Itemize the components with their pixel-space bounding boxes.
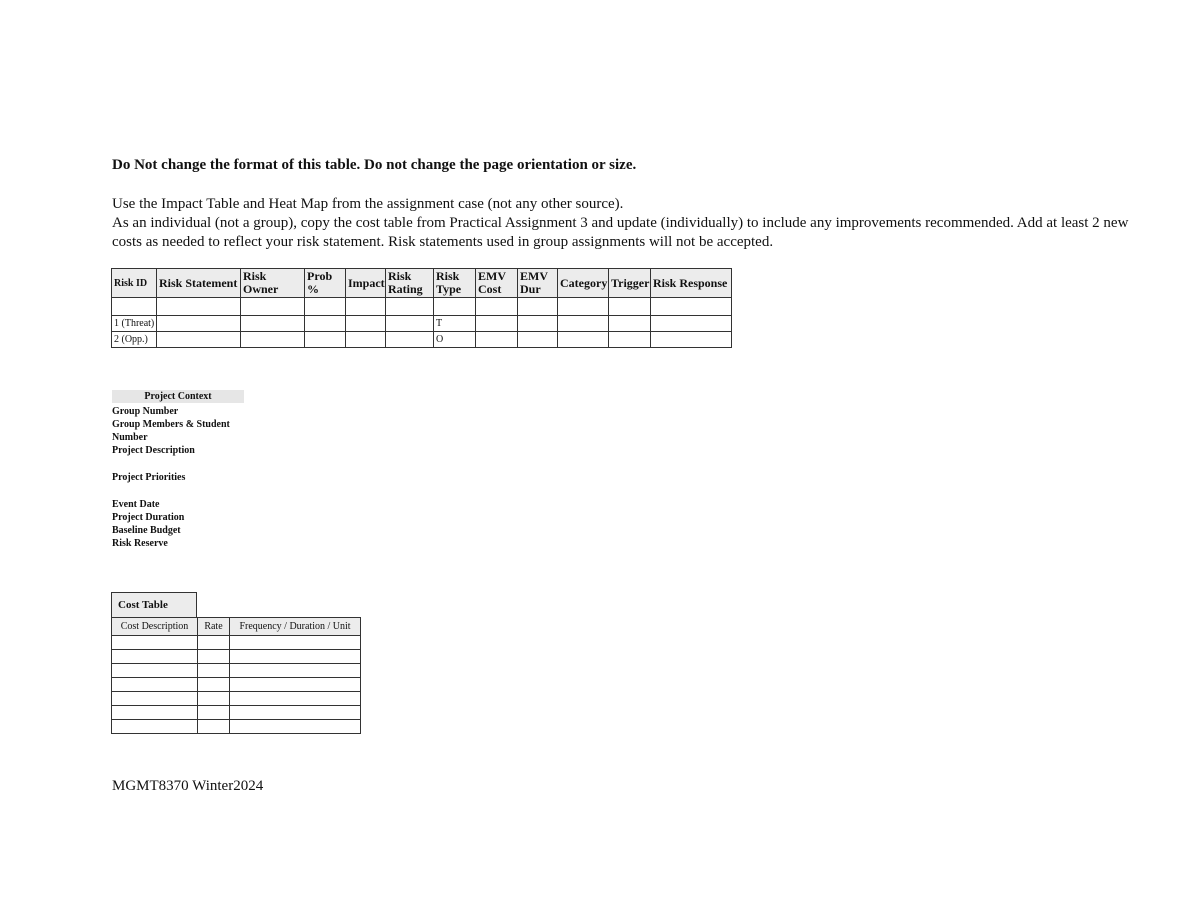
context-project-priorities: Project Priorities xyxy=(112,472,186,483)
cell[interactable] xyxy=(518,298,558,316)
header-emv-dur: EMV Dur xyxy=(518,269,558,298)
cell[interactable] xyxy=(305,298,346,316)
header-risk-owner: Risk Owner xyxy=(241,269,305,298)
cost-row xyxy=(112,678,361,692)
header-risk-id: Risk ID xyxy=(112,269,157,298)
cell[interactable] xyxy=(241,316,305,332)
cell[interactable] xyxy=(346,298,386,316)
format-notice: Do Not change the format of this table. Do not change the page orientation or size. xyxy=(112,157,637,173)
header-risk-rating: Risk Rating xyxy=(386,269,434,298)
cell[interactable] xyxy=(157,316,241,332)
cell[interactable] xyxy=(305,332,346,348)
risk-id-cell[interactable]: 2 (Opp.) xyxy=(112,332,157,348)
cell[interactable] xyxy=(651,298,732,316)
cell[interactable] xyxy=(346,332,386,348)
header-cost-description: Cost Description xyxy=(112,618,198,636)
risk-row-opportunity xyxy=(112,332,732,348)
risk-row-threat xyxy=(112,316,732,332)
risk-header-row xyxy=(112,269,732,298)
instruction-line-2: As an individual (not a group), copy the cost table from Practical Assignment 3 and update (individually) to include any improvements recommended. Add at least 2 new costs as needed to reflect your risk statement. Risk statements used in group assignments will not be accepted. xyxy=(112,215,1129,250)
instruction-line-1: Use the Impact Table and Heat Map from the assignment case (not any other source). xyxy=(112,196,624,212)
header-risk-response: Risk Response xyxy=(651,269,732,298)
cell[interactable] xyxy=(230,692,361,706)
cell[interactable] xyxy=(112,692,198,706)
cost-table xyxy=(111,617,361,734)
cell[interactable] xyxy=(476,298,518,316)
cell[interactable] xyxy=(112,298,157,316)
risk-id-cell[interactable]: 1 (Threat) xyxy=(112,316,157,332)
cell[interactable] xyxy=(434,298,476,316)
cell[interactable] xyxy=(230,650,361,664)
cell[interactable] xyxy=(241,298,305,316)
cell[interactable] xyxy=(386,298,434,316)
project-context xyxy=(112,390,244,550)
cost-row xyxy=(112,636,361,650)
cell[interactable] xyxy=(112,636,198,650)
cell[interactable] xyxy=(112,650,198,664)
header-frequency: Frequency / Duration / Unit xyxy=(230,618,361,636)
cost-header-row xyxy=(112,618,361,636)
cell[interactable] xyxy=(609,316,651,332)
header-trigger: Trigger xyxy=(609,269,651,298)
cell[interactable] xyxy=(346,316,386,332)
cell[interactable] xyxy=(112,706,198,720)
cell[interactable] xyxy=(230,678,361,692)
cell[interactable] xyxy=(609,332,651,348)
cell[interactable] xyxy=(112,678,198,692)
cell[interactable] xyxy=(198,692,230,706)
context-project-description: Project Description xyxy=(112,445,195,456)
context-event-date: Event Date xyxy=(112,499,160,510)
cell[interactable] xyxy=(198,706,230,720)
context-baseline-budget: Baseline Budget xyxy=(112,525,181,536)
cell[interactable] xyxy=(198,720,230,734)
cell[interactable] xyxy=(198,650,230,664)
cell[interactable] xyxy=(230,636,361,650)
header-risk-statement: Risk Statement xyxy=(157,269,241,298)
header-emv-cost: EMV Cost xyxy=(476,269,518,298)
cell[interactable] xyxy=(558,316,609,332)
cell[interactable] xyxy=(609,298,651,316)
cell[interactable] xyxy=(112,720,198,734)
cell[interactable] xyxy=(230,706,361,720)
header-category: Category xyxy=(558,269,609,298)
project-context-title: Project Context xyxy=(112,390,244,403)
instructions xyxy=(112,195,1142,252)
cost-row xyxy=(112,720,361,734)
cell[interactable] xyxy=(230,720,361,734)
cell[interactable] xyxy=(558,332,609,348)
cell[interactable] xyxy=(241,332,305,348)
cell[interactable] xyxy=(305,316,346,332)
context-risk-reserve: Risk Reserve xyxy=(112,538,168,549)
header-risk-type: Risk Type xyxy=(434,269,476,298)
header-impact: Impact xyxy=(346,269,386,298)
cell[interactable] xyxy=(386,332,434,348)
risk-register-table xyxy=(111,268,732,348)
cell[interactable] xyxy=(651,316,732,332)
header-rate: Rate xyxy=(198,618,230,636)
context-project-duration: Project Duration xyxy=(112,512,185,523)
cost-row xyxy=(112,650,361,664)
cost-row xyxy=(112,706,361,720)
course-footer: MGMT8370 Winter2024 xyxy=(112,778,264,794)
cost-row xyxy=(112,664,361,678)
cell[interactable] xyxy=(558,298,609,316)
cost-table-title: Cost Table xyxy=(111,592,197,617)
cell[interactable] xyxy=(476,316,518,332)
cell[interactable] xyxy=(198,678,230,692)
cell[interactable] xyxy=(198,664,230,678)
cell[interactable] xyxy=(157,332,241,348)
risk-row-blank xyxy=(112,298,732,316)
cell[interactable] xyxy=(198,636,230,650)
cell[interactable] xyxy=(476,332,518,348)
header-prob: Prob % xyxy=(305,269,346,298)
risk-type-cell[interactable]: T xyxy=(434,316,476,332)
cost-row xyxy=(112,692,361,706)
context-group-members: Group Members & Student Number xyxy=(112,419,230,443)
cell[interactable] xyxy=(230,664,361,678)
cell[interactable] xyxy=(518,332,558,348)
cell[interactable] xyxy=(518,316,558,332)
cell[interactable] xyxy=(651,332,732,348)
cell[interactable] xyxy=(157,298,241,316)
context-group-number: Group Number xyxy=(112,406,179,417)
cell[interactable] xyxy=(112,664,198,678)
risk-type-cell[interactable]: O xyxy=(434,332,476,348)
cell[interactable] xyxy=(386,316,434,332)
